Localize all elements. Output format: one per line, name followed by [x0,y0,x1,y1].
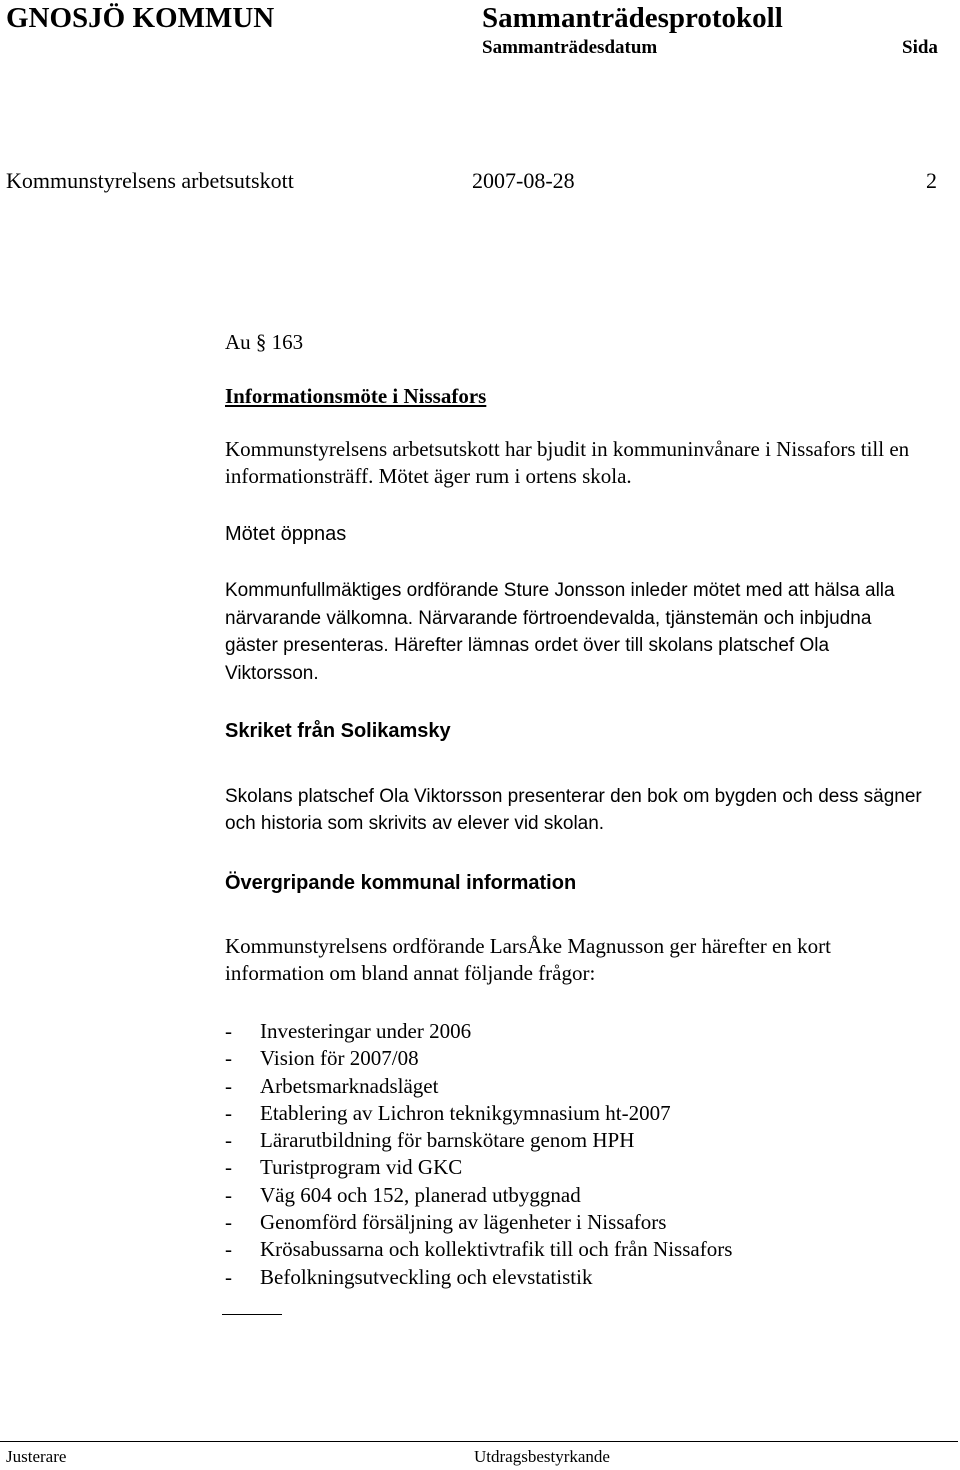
list-item-text: Turistprogram vid GKC [260,1155,463,1180]
list-item-text: Krösabussarna och kollektivtrafik till och från Nissafors [260,1237,733,1262]
meeting-date-label: Sammanträdesdatum [482,37,658,58]
list-item [225,1182,732,1209]
list-item-text: Etablering av Lichron teknikgymnasium ht-2007 [260,1100,671,1125]
list-marker: - [225,1046,232,1071]
section-text-overview: Kommunstyrelsens ordförande LarsÅke Magnusson ger härefter en kort information om bland annat följande frågor: [225,934,831,985]
list-item-text: Investeringar under 2006 [260,1019,472,1043]
list-item [225,1209,732,1236]
list-item [225,1127,732,1154]
section-text-opening: Kommunfullmäktiges ordförande Sture Jonsson inleder mötet med att hälsa alla närvarande välkomna. Närvarande förtroendevalda, tjänstemän och inbjudna gäster presenteras. Härefter lämnas ordet över till skolans platschef Ola Viktorsson. [225,580,895,684]
paragraph-reference: Au § 163 [225,330,304,354]
section-heading-opening: Mötet öppnas [225,523,347,545]
intro-paragraph: Kommunstyrelsens arbetsutskott har bjudit in kommuninvånare i Nissafors till en informationsträff. Mötet äger rum i ortens skola. [225,437,910,488]
organization-name: GNOSJÖ KOMMUN [6,2,275,34]
committee-name: Kommunstyrelsens arbetsutskott [6,168,294,193]
list-marker: - [225,1128,232,1153]
item-title: Informationsmöte i Nissafors [225,384,487,408]
page-number: 2 [926,168,937,193]
list-item-text: Lärarutbildning för barnskötare genom HPH [260,1128,635,1153]
footer-divider [0,1441,958,1442]
list-marker: - [225,1019,232,1043]
footer-justerare: Justerare [6,1447,67,1466]
list-item-text: Befolkningsutveckling och elevstatistik [260,1264,593,1289]
list-item-text: Genomförd försäljning av lägenheter i Nissafors [260,1210,667,1235]
list-item [225,1045,732,1072]
list-item [225,1018,732,1045]
topic-list [225,1018,732,1291]
list-item-text: Väg 604 och 152, planerad utbyggnad [260,1182,581,1207]
section-heading-overview: Övergripande kommunal information [225,872,577,894]
list-item [225,1100,732,1127]
list-marker: - [225,1264,232,1289]
page-label: Sida [902,37,938,58]
list-marker: - [225,1100,232,1125]
list-item [225,1154,732,1181]
meeting-date: 2007-08-28 [472,168,575,193]
list-marker: - [225,1182,232,1207]
list-marker: - [225,1155,232,1180]
list-item [225,1073,732,1100]
section-text-solikamsky: Skolans platschef Ola Viktorsson presenterar den bok om bygden och dess sägner och historia som skrivits av elever vid skolan. [225,786,922,834]
list-marker: - [225,1237,232,1262]
document-type-title: Sammanträdesprotokoll [482,2,783,34]
list-item-text: Arbetsmarknadsläget [260,1073,439,1098]
footer-utdragsbestyrkande: Utdragsbestyrkande [474,1447,610,1466]
list-marker: - [225,1073,232,1098]
list-marker: - [225,1210,232,1235]
section-heading-solikamsky: Skriket från Solikamsky [225,720,451,742]
end-rule [222,1314,282,1315]
list-item [225,1264,732,1291]
list-item-text: Vision för 2007/08 [260,1046,419,1071]
list-item [225,1236,732,1263]
